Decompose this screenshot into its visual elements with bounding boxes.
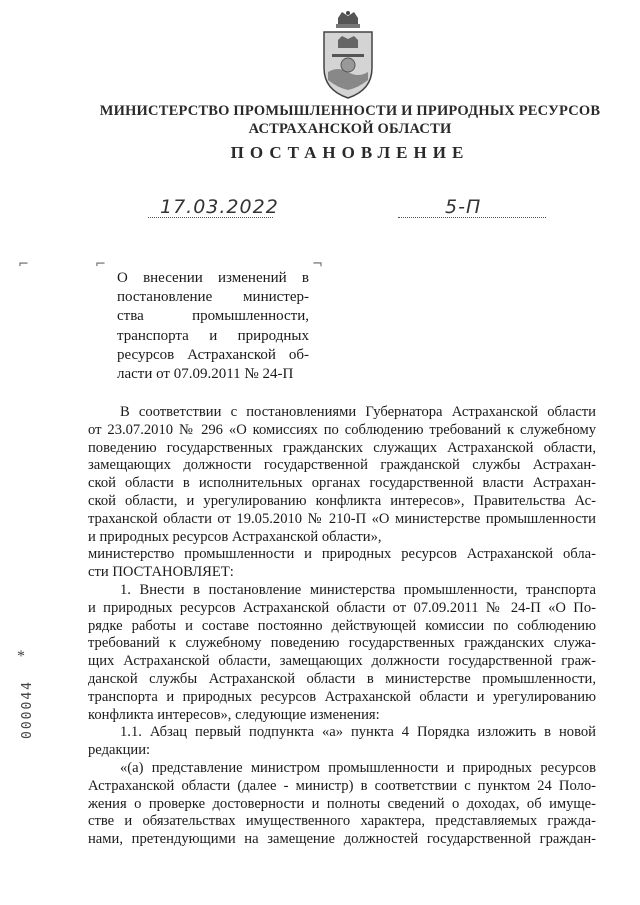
corner-mark-subject-right: ¬	[312, 257, 323, 272]
body-line: редакции:	[88, 742, 151, 759]
body-line: «(а) представление министром промышленности и природных ресурсов	[120, 759, 596, 776]
document-body	[88, 404, 596, 849]
subject-line: ства промышленности,	[117, 308, 309, 325]
body-line: ской области, и урегулированию конфликта интересов», Правительства Ас-	[88, 492, 596, 509]
subject-line: ласти от 07.09.2011 № 24-П	[117, 366, 294, 383]
body-line: стве и обязательствах имущественного характера, представляемых гражда-	[88, 813, 596, 830]
number-underline	[398, 217, 546, 218]
body-line: нами, претендующими на замещение должностей государственной граждан-	[88, 831, 596, 848]
body-line: В соответствии с постановлениями Губернатора Астраханской области	[120, 404, 596, 420]
subject-line: транспорта и природных	[117, 327, 309, 344]
margin-asterisk: *	[17, 648, 25, 665]
coat-of-arms-icon	[318, 10, 378, 100]
page-serial-number: 000044	[20, 680, 35, 739]
body-line: ской области в исполнительных органах государственной власти Астрахан-	[88, 475, 596, 492]
document-date: 17.03.2022	[160, 196, 279, 218]
body-line: и природных ресурсов Астраханской области от 07.09.2011 № 24-П «О По-	[88, 599, 596, 616]
corner-mark-left: ⌐	[18, 257, 29, 272]
body-line: щих Астраханской области, замещающих должности государственной граж-	[88, 653, 596, 670]
body-line: от 23.07.2010 № 296 «О комиссиях по соблюдению требований к служебному	[88, 421, 596, 438]
document-subject	[117, 269, 309, 384]
body-line: 1. Внести в постановление министерства промышленности, транспорта	[120, 581, 596, 598]
date-underline	[148, 217, 273, 218]
body-line: замещающих должности государственной гражданской службы Астрахан-	[88, 457, 596, 474]
ministry-name-line2: АСТРАХАНСКОЙ ОБЛАСТИ	[248, 121, 452, 137]
body-line: траханской области от 19.05.2010 № 210-П «О министерстве промышленности	[88, 510, 596, 527]
body-line: поведению государственных гражданских служащих Астраханской области,	[88, 439, 596, 456]
body-line: 1.1. Абзац первый подпункта «а» пункта 4 Порядка изложить в новой	[120, 724, 596, 741]
body-line: данской службы Астраханской области в министерстве промышленности,	[88, 670, 596, 687]
body-line: жения о проверке достоверности и полноты сведений о доходах, об имуще-	[88, 795, 596, 812]
document-number: 5-П	[445, 196, 482, 218]
subject-line: О внесении изменений в	[117, 270, 309, 286]
body-line: и природных ресурсов Астраханской области»,	[88, 528, 382, 545]
subject-line: постановление министер-	[117, 289, 309, 306]
body-line: министерство промышленности и природных ресурсов Астраханской обла-	[88, 546, 596, 563]
body-line: сти ПОСТАНОВЛЯЕТ:	[88, 564, 234, 581]
body-line: конфликта интересов», следующие изменения:	[88, 706, 380, 723]
body-line: транспорта и природных ресурсов Астраханской области и урегулированию	[88, 688, 596, 705]
body-line: рядке работы и составе постоянно действующей комиссии по соблюдению	[88, 617, 596, 634]
body-line: требований к служебному поведению государственных гражданских служа-	[88, 635, 596, 652]
document-type-title: ПОСТАНОВЛЕНИЕ	[230, 143, 470, 162]
corner-mark-subject-left: ⌐	[95, 257, 106, 272]
body-line: Астраханской области (далее - министр) в соответствии с пунктом 24 Поло-	[88, 777, 596, 794]
subject-line: ресурсов Астраханской об-	[117, 346, 309, 363]
ministry-name-line1: МИНИСТЕРСТВО ПРОМЫШЛЕННОСТИ И ПРИРОДНЫХ РЕСУРСОВ	[99, 103, 601, 119]
